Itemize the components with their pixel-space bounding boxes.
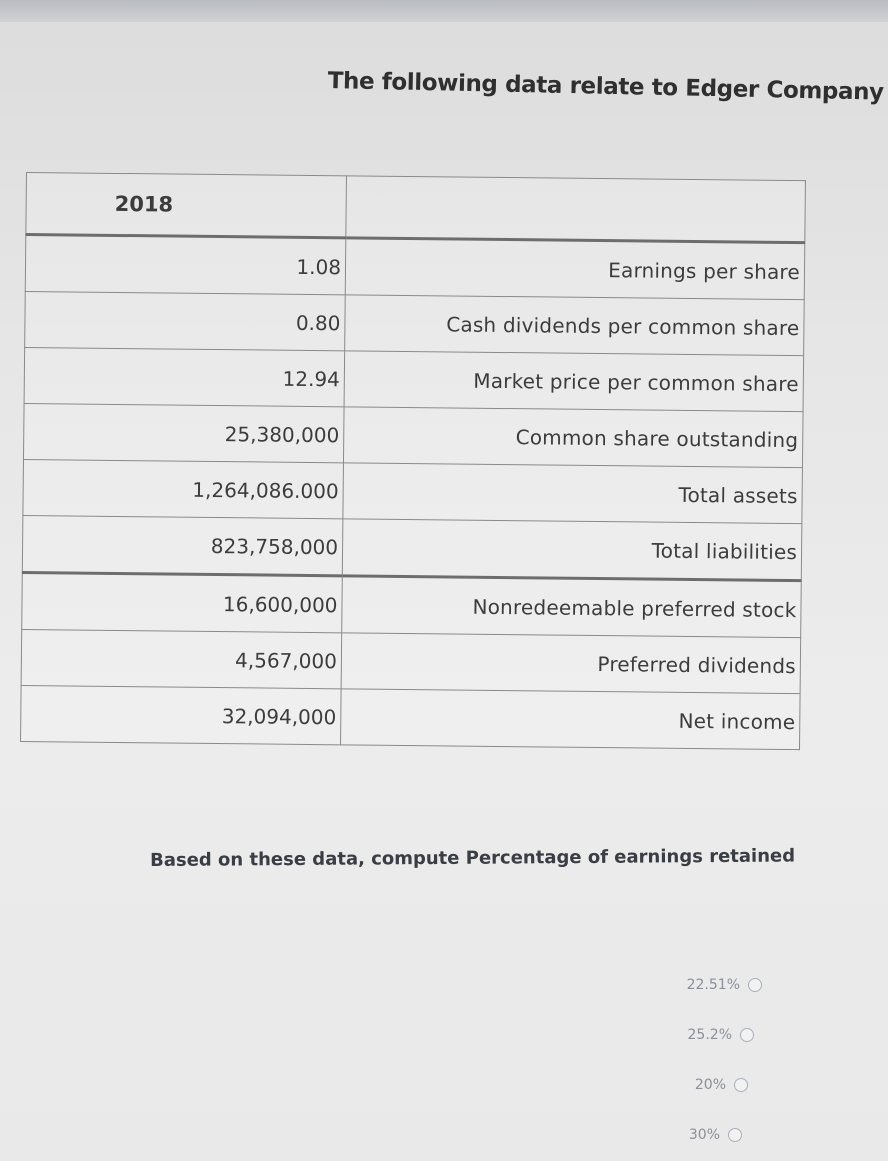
- option-label: 20%: [694, 1077, 726, 1093]
- row-label: Nonredeemable preferred stock: [342, 576, 802, 638]
- data-table-container: [20, 172, 822, 750]
- row-value: 1,264,086.000: [23, 459, 344, 518]
- question-prompt: Based on these data, compute Percentage of earnings retained: [150, 845, 796, 871]
- table-row: [24, 347, 804, 411]
- row-value: 16,600,000: [22, 572, 343, 632]
- row-label: Earnings per share: [345, 238, 805, 300]
- option-label: 22.51%: [686, 977, 740, 993]
- row-value: 32,094,000: [21, 685, 342, 744]
- row-value: 25,380,000: [23, 403, 344, 462]
- table-header-row: [26, 173, 806, 243]
- row-value: 0.80: [25, 291, 346, 350]
- row-label: Market price per common share: [344, 351, 804, 412]
- row-label: Total assets: [343, 463, 803, 524]
- row-value: 823,758,000: [22, 515, 343, 575]
- option-label: 25.2%: [687, 1027, 732, 1043]
- row-label: Common share outstanding: [343, 407, 803, 468]
- row-value: 4,567,000: [21, 629, 342, 688]
- table-row: [21, 629, 801, 693]
- answer-option[interactable]: [600, 1060, 756, 1110]
- row-value: 1.08: [25, 235, 346, 295]
- question-title: The following data relate to Edger Company: [327, 68, 884, 106]
- table-row: [22, 572, 802, 637]
- radio-button[interactable]: [734, 1078, 748, 1092]
- data-table: [20, 172, 806, 750]
- option-label: 30%: [688, 1127, 720, 1143]
- radio-button[interactable]: [728, 1128, 742, 1142]
- row-label: Net income: [341, 689, 801, 750]
- table-row: [23, 403, 803, 467]
- radio-button[interactable]: [740, 1028, 754, 1042]
- radio-button[interactable]: [748, 978, 762, 992]
- row-label: Cash dividends per common share: [345, 295, 805, 356]
- row-label: Total liabilities: [342, 519, 802, 581]
- answer-option[interactable]: [600, 1010, 762, 1060]
- top-strip: [0, 0, 888, 22]
- table-row: [25, 235, 805, 300]
- answer-option[interactable]: [600, 1110, 750, 1160]
- table-row: [21, 685, 801, 749]
- blank-header: [346, 176, 806, 243]
- answer-options: [600, 960, 770, 1160]
- answer-option[interactable]: [600, 960, 770, 1010]
- table-row: [23, 459, 803, 523]
- row-value: 12.94: [24, 347, 345, 406]
- table-row: [25, 291, 805, 355]
- row-label: Preferred dividends: [341, 633, 801, 694]
- year-header: 2018: [26, 173, 347, 238]
- table-row: [22, 515, 802, 580]
